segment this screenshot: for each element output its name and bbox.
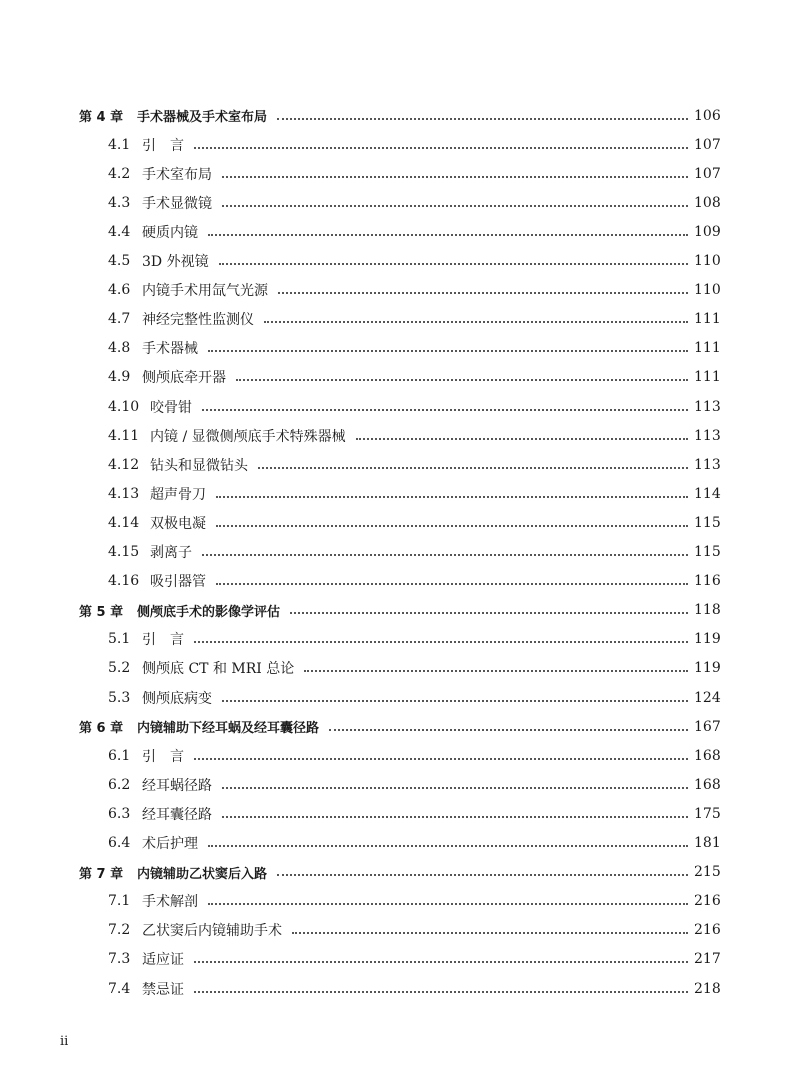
entry-number: 第 7 章 [79, 866, 124, 882]
toc-section-entry [0, 363, 800, 392]
entry-page-number: 115 [694, 544, 721, 560]
entry-number: 5.1 [108, 631, 131, 648]
entry-page-number: 111 [694, 369, 721, 386]
entry-page-number: 111 [694, 311, 721, 328]
entry-page-number: 167 [694, 718, 721, 735]
entry-page-number: 124 [694, 689, 721, 706]
entry-number: 4.16 [108, 573, 140, 590]
entry-page-number: 217 [694, 951, 721, 968]
dot-leader [222, 700, 688, 702]
entry-title: 吸引器管 [150, 574, 206, 591]
entry-page-number: 110 [694, 282, 721, 299]
entry-number: 4.12 [108, 456, 140, 473]
entry-title: 侧颅底牵开器 [142, 370, 226, 387]
entry-title: 经耳蜗径路 [142, 777, 212, 794]
entry-title: 内镜辅助下经耳蜗及经耳囊径路 [137, 721, 320, 737]
dot-leader [202, 554, 688, 556]
entry-page-number: 216 [694, 922, 721, 939]
entry-number: 4.9 [108, 369, 131, 386]
entry-title: 引 言 [142, 632, 184, 649]
toc-section-entry [0, 217, 800, 246]
entry-title: 引 言 [142, 137, 184, 154]
entry-number: 4.15 [108, 544, 140, 560]
entry-title: 侧颅底病变 [142, 690, 212, 707]
toc-section-entry [0, 770, 800, 799]
dot-leader [194, 758, 688, 760]
toc-section-entry [0, 625, 800, 654]
toc-section-entry [0, 130, 800, 159]
entry-title: 手术室布局 [142, 166, 212, 183]
toc-section-entry [0, 450, 800, 479]
toc-section-entry [0, 683, 800, 712]
entry-page-number: 168 [694, 747, 721, 764]
toc-section-entry [0, 741, 800, 770]
dot-leader [208, 234, 688, 236]
dot-leader [194, 147, 688, 149]
entry-title: 神经完整性监测仪 [142, 312, 254, 329]
entry-number: 4.5 [108, 253, 131, 269]
entry-number: 5.2 [108, 660, 131, 677]
entry-number: 4.10 [108, 398, 140, 415]
dot-leader [222, 176, 688, 178]
entry-title: 手术解剖 [142, 894, 198, 911]
entry-page-number: 113 [694, 456, 721, 473]
entry-page-number: 175 [694, 805, 721, 822]
dot-leader [258, 467, 688, 469]
toc-chapter-entry [0, 101, 800, 130]
entry-page-number: 109 [694, 223, 721, 240]
entry-page-number: 216 [694, 893, 721, 910]
toc-section-entry [0, 538, 800, 567]
entry-number: 7.3 [108, 951, 131, 968]
dot-leader [222, 787, 688, 789]
entry-page-number: 118 [694, 602, 721, 619]
toc-section-entry [0, 829, 800, 858]
entry-title: 适应证 [142, 952, 184, 969]
entry-title: 钻头和显微钻头 [150, 457, 248, 474]
entry-number: 4.2 [108, 165, 131, 182]
entry-page-number: 119 [694, 631, 721, 648]
entry-page-number: 113 [694, 427, 721, 444]
entry-page-number: 108 [694, 194, 721, 211]
dot-leader [194, 991, 688, 993]
entry-number: 6.3 [108, 805, 131, 822]
toc-section-entry [0, 508, 800, 537]
entry-page-number: 114 [694, 485, 721, 502]
entry-number: 4.3 [108, 194, 131, 211]
dot-leader [264, 321, 688, 323]
dot-leader [278, 292, 688, 294]
entry-number: 第 6 章 [79, 721, 124, 737]
entry-number: 6.4 [108, 835, 131, 851]
entry-title: 侧颅底手术的影像学评估 [137, 604, 281, 620]
entry-title: 禁忌证 [142, 981, 184, 998]
entry-number: 4.8 [108, 340, 131, 357]
entry-title: 手术显微镜 [142, 195, 212, 212]
dot-leader [202, 409, 688, 411]
entry-title: 引 言 [142, 748, 184, 765]
entry-title: 硬质内镜 [142, 224, 198, 241]
entry-page-number: 107 [694, 136, 721, 153]
entry-page-number: 107 [694, 165, 721, 182]
entry-page-number: 115 [694, 514, 721, 531]
entry-title: 乙状窦后内镜辅助手术 [142, 923, 282, 940]
toc-chapter-entry [0, 596, 800, 625]
entry-number: 5.3 [108, 689, 131, 706]
toc-section-entry [0, 305, 800, 334]
toc-chapter-entry [0, 712, 800, 741]
entry-number: 4.1 [108, 136, 131, 153]
toc-section-entry [0, 945, 800, 974]
entry-title: 内镜手术用氙气光源 [142, 283, 268, 300]
dot-leader [216, 583, 688, 585]
toc-section-entry [0, 479, 800, 508]
entry-number: 4.14 [108, 514, 140, 531]
entry-number: 第 5 章 [79, 604, 124, 620]
toc-section-entry [0, 392, 800, 421]
toc-section-entry [0, 276, 800, 305]
entry-number: 4.13 [108, 485, 140, 502]
toc-section-entry [0, 159, 800, 188]
toc-section-entry [0, 974, 800, 1003]
entry-page-number: 111 [694, 340, 721, 357]
toc-section-entry [0, 654, 800, 683]
entry-title: 内镜 / 显微侧颅底手术特殊器械 [150, 428, 346, 445]
entry-title: 内镜辅助乙状窦后入路 [137, 866, 268, 882]
dot-leader [208, 903, 688, 905]
entry-page-number: 110 [694, 253, 721, 269]
entry-number: 第 4 章 [79, 110, 124, 125]
entry-page-number: 215 [694, 864, 721, 881]
entry-number: 4.6 [108, 282, 131, 299]
toc-section-entry [0, 799, 800, 828]
dot-leader [292, 932, 688, 934]
entry-title: 手术器械及手术室布局 [137, 110, 268, 125]
dot-leader [277, 874, 688, 876]
dot-leader [236, 379, 688, 381]
toc-section-entry [0, 421, 800, 450]
dot-leader [208, 845, 688, 847]
entry-number: 7.1 [108, 893, 131, 910]
dot-leader [194, 961, 688, 963]
entry-title: 术后护理 [142, 836, 198, 852]
entry-number: 4.11 [108, 427, 140, 444]
dot-leader [304, 670, 688, 672]
entry-page-number: 181 [694, 835, 721, 851]
entry-number: 4.7 [108, 311, 131, 328]
entry-page-number: 218 [694, 980, 721, 997]
toc-section-entry [0, 334, 800, 363]
dot-leader [277, 118, 688, 120]
entry-page-number: 116 [694, 573, 721, 590]
entry-number: 4.4 [108, 223, 131, 240]
toc-section-entry [0, 916, 800, 945]
entry-title: 手术器械 [142, 341, 198, 358]
dot-leader [222, 205, 688, 207]
dot-leader [216, 496, 688, 498]
entry-page-number: 106 [694, 107, 721, 124]
entry-number: 7.2 [108, 922, 131, 939]
toc-section-entry [0, 567, 800, 596]
entry-page-number: 119 [694, 660, 721, 677]
dot-leader [208, 350, 688, 352]
entry-title: 超声骨刀 [150, 486, 206, 503]
toc-section-entry [0, 247, 800, 276]
dot-leader [194, 641, 688, 643]
entry-number: 7.4 [108, 980, 131, 997]
toc-section-entry [0, 887, 800, 916]
dot-leader [329, 729, 688, 731]
entry-title: 双极电凝 [150, 515, 206, 532]
page-number: ii [60, 1034, 69, 1049]
dot-leader [219, 263, 688, 265]
entry-page-number: 168 [694, 776, 721, 793]
entry-title: 咬骨钳 [150, 399, 192, 416]
entry-title: 经耳囊径路 [142, 806, 212, 823]
entry-title: 侧颅底 CT 和 MRI 总论 [142, 661, 295, 678]
toc-section-entry [0, 188, 800, 217]
dot-leader [290, 612, 688, 614]
entry-page-number: 113 [694, 398, 721, 415]
entry-title: 3D 外视镜 [142, 254, 209, 270]
toc-chapter-entry [0, 858, 800, 887]
dot-leader [356, 438, 688, 440]
entry-number: 6.1 [108, 747, 131, 764]
entry-number: 6.2 [108, 776, 131, 793]
entry-title: 剥离子 [150, 545, 192, 561]
dot-leader [222, 816, 688, 818]
dot-leader [216, 525, 688, 527]
